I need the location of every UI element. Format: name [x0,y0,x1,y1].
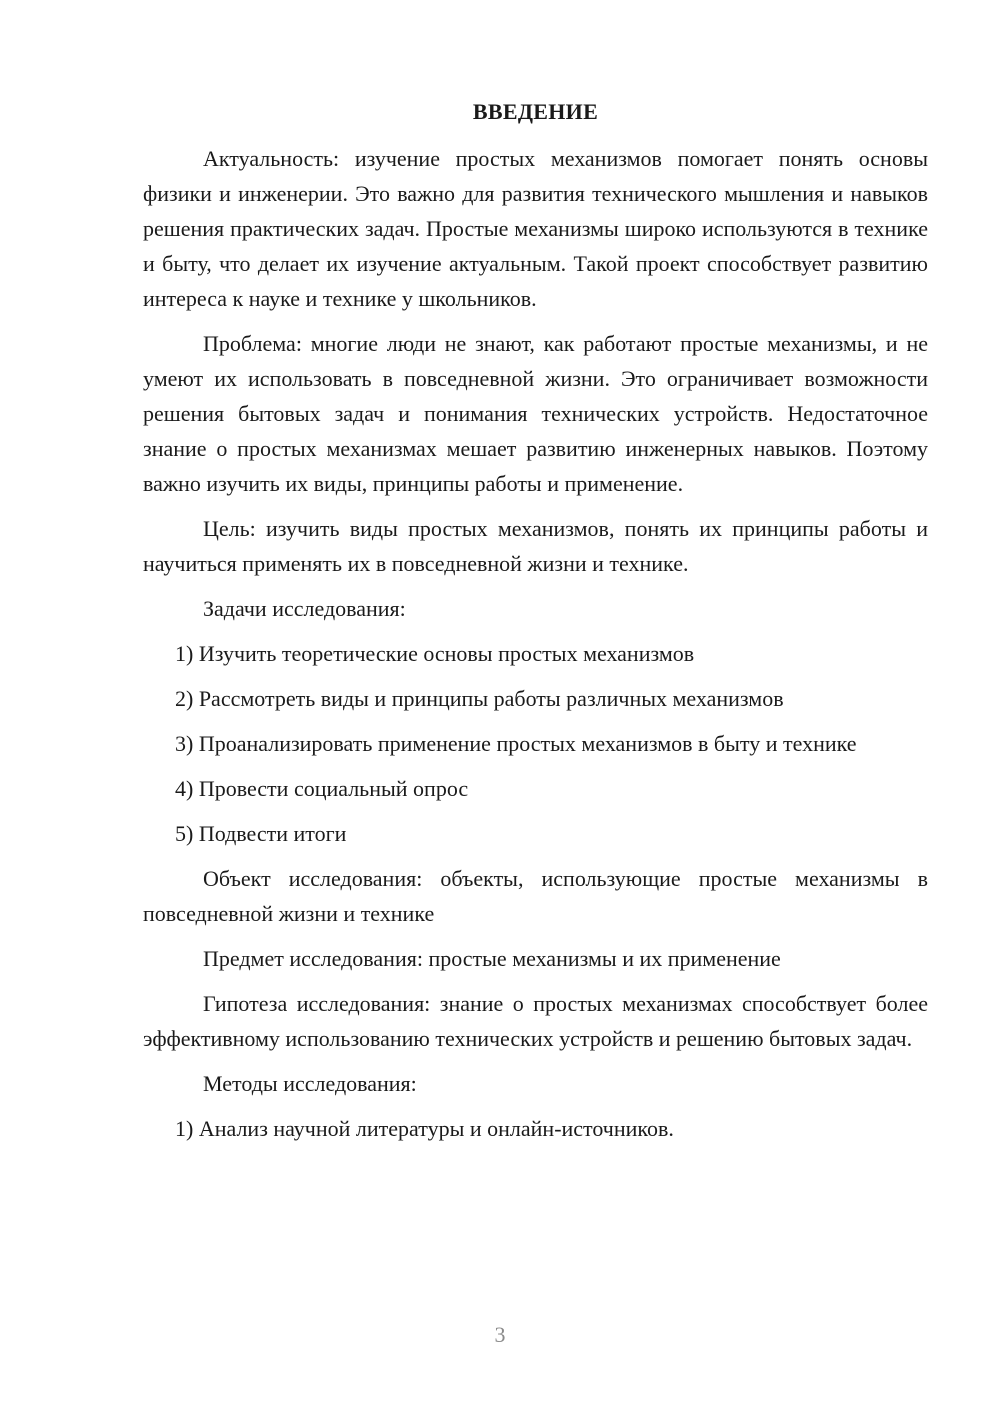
section-title: ВВЕДЕНИЕ [472,99,599,124]
method-item: 1) Анализ научной литературы и онлайн-источников. [175,1116,674,1141]
hypothesis-paragraph: Гипотеза исследования: знание о простых механизмах способствует более эффективному использованию технических устройств и решению бытовых задач. [143,991,928,1051]
document-page [143,95,928,1156]
methods-heading: Методы исследования: [203,1071,417,1096]
tasks-heading: Задачи исследования: [203,596,406,621]
task-item: 2) Рассмотреть виды и принципы работы различных механизмов [175,686,784,711]
task-item: 5) Подвести итоги [175,821,347,846]
task-item: 3) Проанализировать применение простых механизмов в быту и технике [175,731,857,756]
relevance-paragraph: Актуальность: изучение простых механизмов помогает понять основы физики и инженерии. Это важно для развития технического мышления и навыков решения практических задач. Простые механизмы широко используются в технике и быту, что делает их изучение актуальным. Такой проект способствует развитию интереса к науке и технике у школьников. [143,146,928,311]
task-item: 1) Изучить теоретические основы простых механизмов [175,641,695,666]
subject-paragraph: Предмет исследования: простые механизмы и их применение [203,946,781,971]
problem-paragraph: Проблема: многие люди не знают, как работают простые механизмы, и не умеют их использовать в повседневной жизни. Это ограничивает возможности решения бытовых задач и понимания технических устройств. Недостаточное знание о простых механизмах мешает развитию инженерных навыков. Поэтому важно изучить их виды, принципы работы и применение. [143,331,928,496]
page-number: 3 [494,1322,506,1347]
task-item: 4) Провести социальный опрос [175,776,469,801]
object-paragraph: Объект исследования: объекты, использующие простые механизмы в повседневной жизни и технике [143,866,928,926]
goal-paragraph: Цель: изучить виды простых механизмов, понять их принципы работы и научиться применять их в повседневной жизни и технике. [143,516,928,576]
